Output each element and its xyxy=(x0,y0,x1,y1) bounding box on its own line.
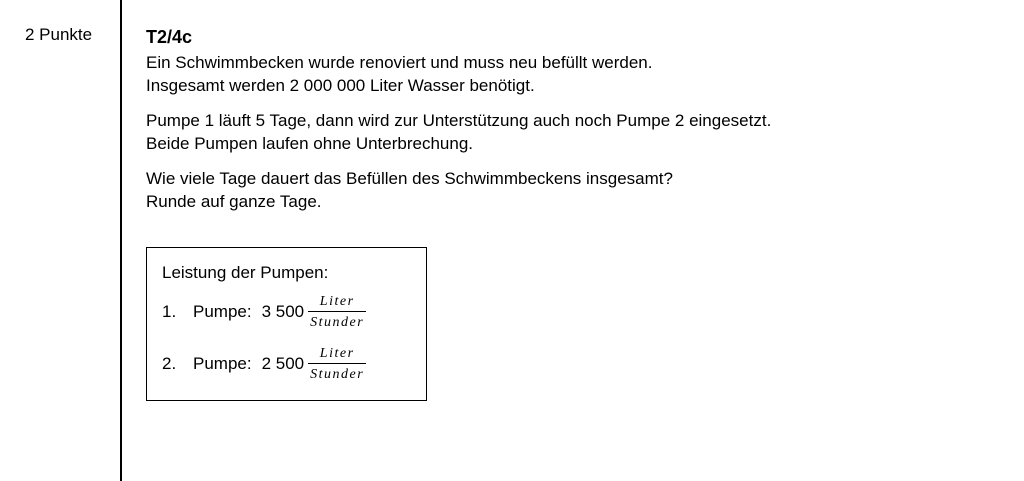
task-paragraph-2 xyxy=(146,109,1006,155)
task-paragraph-1 xyxy=(146,51,1006,97)
pump-number: 2. xyxy=(162,354,177,373)
column-divider xyxy=(120,0,122,481)
task-text-line: Beide Pumpen laufen ohne Unterbrechung. xyxy=(146,134,474,153)
unit-denominator: Stunder xyxy=(310,367,365,383)
task-id: T2/4c xyxy=(146,27,193,47)
task-text-line: Ein Schwimmbecken wurde renoviert und muss neu befüllt werden. xyxy=(146,53,653,72)
pump-performance-box xyxy=(146,247,427,401)
task-question xyxy=(146,167,1006,213)
pump-row-1 xyxy=(162,290,426,334)
unit-denominator: Stunder xyxy=(310,315,365,331)
pump-rate-value: 3 500 xyxy=(261,302,305,321)
task-content xyxy=(146,26,1006,225)
unit-fraction xyxy=(308,346,366,382)
points-label: 2 Punkte xyxy=(25,25,93,44)
pump-rate-value: 2 500 xyxy=(261,354,305,373)
unit-numerator: Liter xyxy=(319,345,355,361)
task-text-line: Insgesamt werden 2 000 000 Liter Wasser benötigt. xyxy=(146,76,535,95)
task-text-line: Runde auf ganze Tage. xyxy=(146,192,322,211)
unit-numerator: Liter xyxy=(319,293,355,309)
pump-box-title: Leistung der Pumpen: xyxy=(162,263,329,282)
pump-row-2 xyxy=(162,342,426,386)
task-text-line: Pumpe 1 läuft 5 Tage, dann wird zur Unterstützung auch noch Pumpe 2 eingesetzt. xyxy=(146,111,772,130)
task-text-line: Wie viele Tage dauert das Befüllen des Schwimmbeckens insgesamt? xyxy=(146,169,673,188)
pump-label: Pumpe: xyxy=(193,354,252,373)
pump-label: Pumpe: xyxy=(193,302,252,321)
unit-fraction xyxy=(308,294,366,330)
pump-number: 1. xyxy=(162,302,177,321)
